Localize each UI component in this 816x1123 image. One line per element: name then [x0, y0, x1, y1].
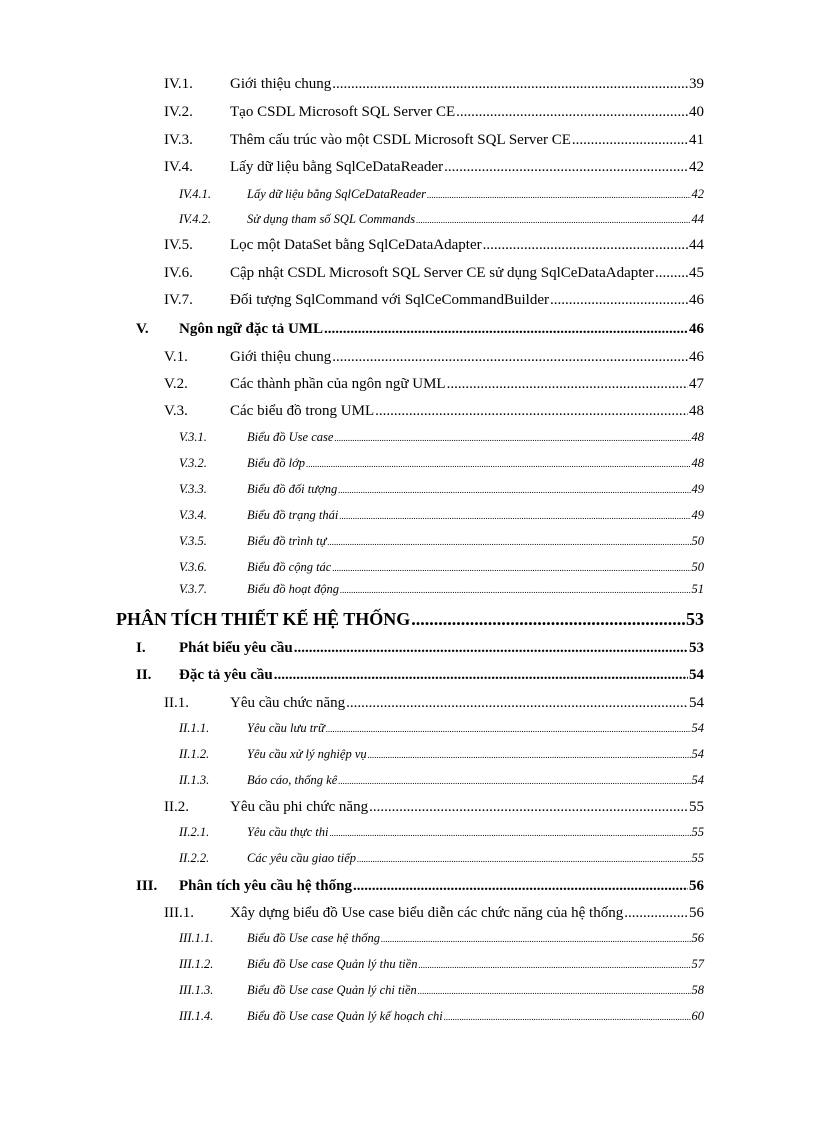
toc-entry-page-number: 44: [689, 237, 704, 253]
toc-entry-number: V.3.4.: [179, 508, 207, 522]
toc-entry-number: II.1.3.: [179, 773, 210, 787]
toc-entry[interactable]: [164, 349, 704, 366]
toc-entry-title: Biểu đồ Use case Quản lý chi tiền: [247, 983, 417, 997]
dot-leader: [483, 237, 688, 254]
toc-entry[interactable]: [164, 403, 704, 420]
toc-entry-number: II.1.2.: [179, 747, 210, 761]
toc-entry-title: Biểu đồ lớp: [247, 456, 306, 470]
toc-entry-title: Biểu đồ hoạt động: [247, 582, 340, 596]
toc-entry-page-number: 48: [691, 430, 704, 444]
toc-entry-number: III.1.4.: [179, 1009, 214, 1023]
dot-leader: [332, 349, 688, 366]
toc-entry-number: II.1.: [164, 695, 189, 711]
toc-entry-page-number: 54: [691, 747, 704, 761]
toc-entry-title: Biểu đồ trạng thái: [247, 508, 339, 522]
toc-entry-page-number: 55: [689, 799, 704, 815]
toc-entry-title: Báo cáo, thống kê: [247, 773, 338, 787]
toc-entry-title: Yêu cầu chức năng: [230, 695, 346, 711]
dot-leader: [353, 878, 688, 895]
dot-leader: [338, 485, 690, 495]
toc-entry[interactable]: [179, 983, 704, 998]
toc-entry[interactable]: [179, 931, 704, 946]
toc-entry-number: IV.7.: [164, 292, 193, 308]
toc-entry-number: V.3.3.: [179, 482, 207, 496]
toc-entry-page-number: 50: [691, 534, 704, 548]
toc-entry-title: Phân tích yêu cầu hệ thống: [179, 878, 352, 894]
toc-entry-title: Biểu đồ cộng tác: [247, 560, 332, 574]
toc-entry-title: Các yêu cầu giao tiếp: [247, 851, 356, 865]
toc-entry[interactable]: [179, 482, 704, 497]
toc-entry[interactable]: [179, 187, 704, 202]
toc-entry[interactable]: [179, 721, 704, 736]
toc-entry-number: III.1.: [164, 905, 194, 921]
toc-entry-title: Yêu cầu lưu trữ: [247, 721, 325, 735]
toc-entry-page-number: 40: [689, 104, 704, 120]
dot-leader: [572, 132, 688, 149]
dot-leader: [324, 321, 688, 338]
toc-entry-number: V.3.7.: [179, 582, 207, 596]
toc-entry-number: IV.3.: [164, 132, 193, 148]
dot-leader: [339, 511, 690, 521]
toc-entry-title: Biểu đồ trình tự: [247, 534, 327, 548]
toc-entry-page-number: 48: [689, 403, 704, 419]
toc-entry[interactable]: [136, 667, 704, 684]
toc-entry-number: III.: [136, 878, 158, 894]
toc-entry-number: II.2.1.: [179, 825, 210, 839]
dot-leader: [369, 799, 688, 816]
toc-entry-title: Lọc một DataSet bằng SqlCeDataAdapter: [230, 237, 482, 253]
toc-entry-page-number: 48: [691, 456, 704, 470]
dot-leader: [329, 828, 690, 838]
toc-entry-title: Phát biểu yêu cầu: [179, 640, 293, 656]
toc-entry[interactable]: [179, 1009, 704, 1024]
toc-entry-number: IV.1.: [164, 76, 193, 92]
dot-leader: [447, 376, 688, 393]
toc-entry-number: II.1.1.: [179, 721, 210, 735]
toc-entry[interactable]: [179, 582, 704, 597]
dot-leader: [550, 292, 688, 309]
toc-entry-number: V.1.: [164, 349, 188, 365]
toc-entry-title: Yêu cầu phi chức năng: [230, 799, 369, 815]
toc-entry-page-number: 47: [689, 376, 704, 392]
toc-entry-page-number: 44: [691, 212, 704, 226]
dot-leader: [427, 190, 690, 200]
toc-entry-page-number: 56: [689, 905, 704, 921]
toc-entry-title: Yêu cầu xử lý nghiệp vụ: [247, 747, 367, 761]
toc-entry-number: IV.4.1.: [179, 187, 212, 201]
toc-entry-page-number: 60: [691, 1009, 704, 1023]
toc-entry[interactable]: [179, 851, 704, 866]
toc-entry-number: II.2.2.: [179, 851, 210, 865]
dot-leader: [327, 537, 690, 547]
toc-entry[interactable]: [164, 265, 704, 282]
dot-leader: [338, 776, 690, 786]
toc-entry[interactable]: [179, 773, 704, 788]
toc-entry-title: Xây dựng biểu đồ Use case biểu diễn các chức năng của hệ thống: [230, 905, 624, 921]
dot-leader: [332, 563, 690, 573]
toc-entry[interactable]: [164, 695, 704, 712]
toc-entry-title: Ngôn ngữ đặc tả UML: [179, 321, 324, 337]
toc-entry-number: IV.4.: [164, 159, 193, 175]
toc-entry-title: Đặc tả yêu cầu: [179, 667, 273, 683]
dot-leader: [326, 724, 691, 734]
toc-entry[interactable]: [179, 957, 704, 972]
toc-entry-page-number: 49: [691, 508, 704, 522]
toc-entry[interactable]: [116, 609, 704, 630]
toc-entry-page-number: 46: [689, 321, 704, 337]
toc-entry-number: IV.5.: [164, 237, 193, 253]
toc-entry-title: Biểu đồ Use case Quản lý kế hoạch chi: [247, 1009, 443, 1023]
toc-entry[interactable]: [164, 104, 704, 121]
toc-entry-number: IV.4.2.: [179, 212, 212, 226]
toc-entry[interactable]: [136, 321, 704, 338]
toc-entry-title: Đối tượng SqlCommand với SqlCeCommandBuilder: [230, 292, 549, 308]
toc-entry-page-number: 51: [691, 582, 704, 596]
toc-entry-page-number: 46: [689, 292, 704, 308]
dot-leader: [418, 960, 690, 970]
toc-entry[interactable]: [164, 132, 704, 149]
toc-entry-number: II.: [136, 667, 152, 683]
toc-entry-number: V.3.: [164, 403, 188, 419]
dot-leader: [444, 1012, 691, 1022]
toc-entry-number: I.: [136, 640, 146, 656]
dot-leader: [418, 986, 691, 996]
toc-entry-page-number: 55: [691, 825, 704, 839]
toc-entry-number: IV.2.: [164, 104, 193, 120]
dot-leader: [375, 403, 688, 420]
toc-entry-page-number: 57: [691, 957, 704, 971]
toc-entry-page-number: 42: [689, 159, 704, 175]
dot-leader: [357, 854, 691, 864]
toc-entry-page-number: 41: [689, 132, 704, 148]
toc-entry-title: Sử dụng tham số SQL Commands: [247, 212, 416, 226]
dot-leader: [274, 667, 688, 684]
toc-entry[interactable]: [179, 747, 704, 762]
toc-entry-number: III.1.2.: [179, 957, 214, 971]
toc-entry-title: Biểu đồ Use case Quản lý thu tiền: [247, 957, 418, 971]
toc-entry-page-number: 53: [689, 640, 704, 656]
toc-entry-title: Yêu cầu thực thi: [247, 825, 329, 839]
dot-leader: [416, 215, 690, 225]
dot-leader: [456, 104, 688, 121]
dot-leader: [306, 459, 690, 469]
toc-entry-page-number: 53: [686, 609, 704, 629]
dot-leader: [444, 159, 688, 176]
toc-entry[interactable]: [164, 237, 704, 254]
toc-entry-page-number: 39: [689, 76, 704, 92]
toc-entry-number: IV.6.: [164, 265, 193, 281]
toc-entry-title: Cập nhật CSDL Microsoft SQL Server CE sử dụng SqlCeDataAdapter: [230, 265, 655, 281]
toc-entry-page-number: 50: [691, 560, 704, 574]
toc-entry[interactable]: [164, 905, 704, 922]
toc-entry-title: PHÂN TÍCH THIẾT KẾ HỆ THỐNG: [116, 609, 411, 629]
toc-entry[interactable]: [164, 159, 704, 176]
toc-entry[interactable]: [164, 799, 704, 816]
toc-entry-page-number: 42: [691, 187, 704, 201]
toc-entry-page-number: 54: [691, 773, 704, 787]
dot-leader: [411, 609, 685, 630]
toc-entry[interactable]: [179, 212, 704, 227]
toc-entry-title: Giới thiệu chung: [230, 349, 332, 365]
toc-entry[interactable]: [164, 292, 704, 309]
toc-entry-page-number: 46: [689, 349, 704, 365]
dot-leader: [655, 265, 688, 282]
dot-leader: [340, 585, 690, 595]
toc-entry-page-number: 56: [691, 931, 704, 945]
toc-entry-number: V.3.1.: [179, 430, 207, 444]
toc-entry-title: Biểu đồ Use case: [247, 430, 334, 444]
toc-entry[interactable]: [179, 825, 704, 840]
toc-entry-page-number: 55: [691, 851, 704, 865]
toc-entry[interactable]: [164, 376, 704, 393]
toc-entry-page-number: 54: [689, 667, 704, 683]
toc-entry-number: III.1.3.: [179, 983, 214, 997]
toc-entry-page-number: 56: [689, 878, 704, 894]
dot-leader: [624, 905, 688, 922]
toc-entry-number: V.2.: [164, 376, 188, 392]
toc-entry[interactable]: [179, 534, 704, 549]
toc-entry[interactable]: [164, 76, 704, 93]
toc-entry-page-number: 45: [689, 265, 704, 281]
dot-leader: [332, 76, 688, 93]
toc-entry[interactable]: [179, 456, 704, 471]
toc-entry-title: Giới thiệu chung: [230, 76, 332, 92]
toc-entry-title: Lấy dữ liệu bằng SqlCeDataReader: [247, 187, 427, 201]
toc-entry[interactable]: [179, 430, 704, 445]
toc-entry-number: III.1.1.: [179, 931, 214, 945]
toc-entry-title: Biểu đồ đối tượng: [247, 482, 338, 496]
toc-entry-number: V.3.6.: [179, 560, 207, 574]
toc-entry-title: Biểu đồ Use case hệ thống: [247, 931, 380, 945]
dot-leader: [368, 750, 691, 760]
toc-entry[interactable]: [136, 640, 704, 657]
toc-entry[interactable]: [179, 560, 704, 575]
toc-entry-title: Thêm cấu trúc vào một CSDL Microsoft SQL Server CE: [230, 132, 571, 148]
dot-leader: [346, 695, 688, 712]
dot-leader: [334, 433, 690, 443]
toc-entry-number: V.3.2.: [179, 456, 207, 470]
toc-entry-number: V.: [136, 321, 149, 337]
toc-entry-page-number: 49: [691, 482, 704, 496]
toc-entry-page-number: 54: [689, 695, 704, 711]
toc-entry-title: Các thành phần của ngôn ngữ UML: [230, 376, 446, 392]
dot-leader: [294, 640, 688, 657]
toc-entry-number: II.2.: [164, 799, 189, 815]
toc-entry[interactable]: [136, 878, 704, 895]
dot-leader: [381, 934, 691, 944]
toc-entry-page-number: 58: [691, 983, 704, 997]
toc-entry[interactable]: [179, 508, 704, 523]
toc-entry-title: Các biểu đồ trong UML: [230, 403, 375, 419]
toc-entry-page-number: 54: [691, 721, 704, 735]
toc-entry-title: Lấy dữ liệu bằng SqlCeDataReader: [230, 159, 444, 175]
toc-entry-title: Tạo CSDL Microsoft SQL Server CE: [230, 104, 456, 120]
toc-entry-number: V.3.5.: [179, 534, 207, 548]
